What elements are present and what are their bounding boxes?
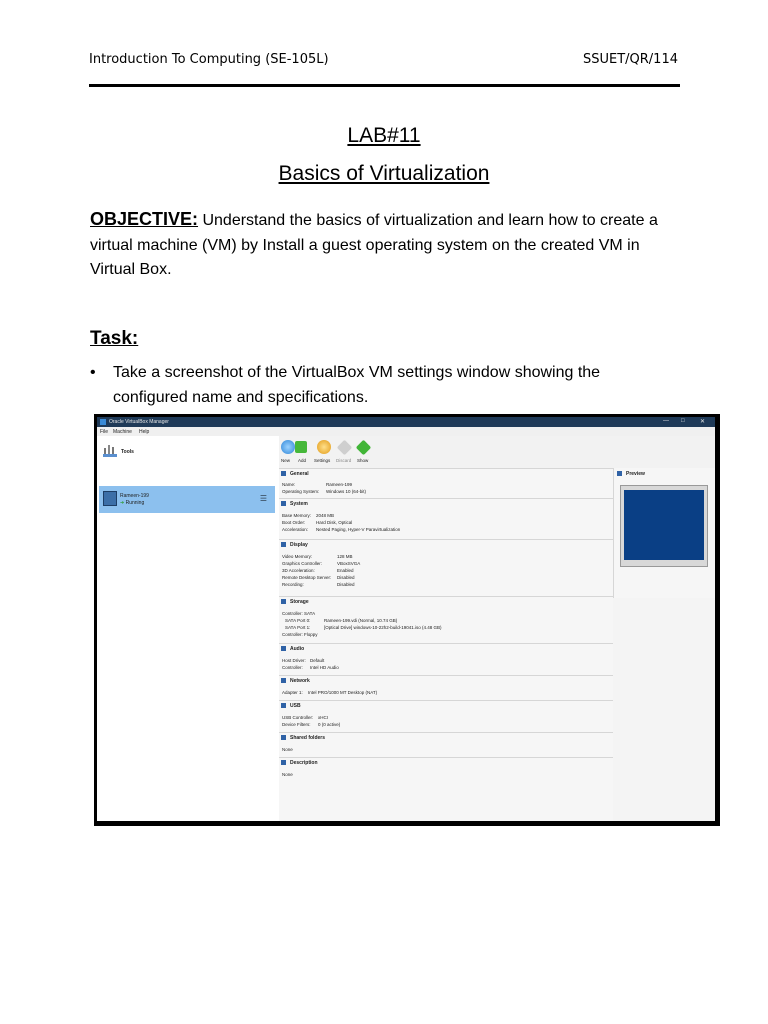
main-toolbar — [279, 436, 715, 468]
audio-row: Controller: Intel HD Audio — [282, 665, 339, 670]
vm-details-pane — [279, 468, 613, 821]
course-title: Introduction To Computing (SE-105L) — [89, 52, 329, 67]
system-icon — [281, 501, 286, 506]
description-row: None — [282, 772, 293, 777]
new-button-label[interactable]: New — [281, 458, 291, 463]
discard-button-label[interactable]: Discard — [336, 458, 352, 463]
task-bullet — [90, 361, 665, 410]
description-heading: Description — [281, 760, 318, 766]
display-heading: Display — [281, 542, 308, 548]
menu-help[interactable]: Help — [139, 429, 150, 435]
add-icon[interactable] — [295, 441, 307, 453]
window-title: Oracle VirtualBox Manager — [109, 419, 169, 425]
lab-number: LAB#11 — [347, 124, 421, 147]
new-icon[interactable] — [281, 440, 295, 454]
audio-section — [279, 643, 613, 676]
general-heading: General — [281, 471, 309, 477]
task-heading: Task: — [90, 328, 139, 349]
objective-text: Understand the basics of virtualization and learn how to create a virtual machine (VM) by Install a guest operating system on the created VM in Virtual Box. — [90, 212, 658, 278]
header-divider — [89, 84, 680, 87]
virtualbox-window — [97, 417, 715, 821]
display-row: Remote Desktop Server: Disabled — [282, 575, 355, 580]
storage-icon — [281, 599, 286, 604]
settings-button-label[interactable]: Settings — [314, 458, 331, 463]
general-icon — [281, 471, 286, 476]
window-titlebar — [97, 417, 715, 427]
system-row: Base Memory: 2048 MB — [282, 513, 335, 518]
system-heading: System — [281, 501, 308, 507]
network-row: Adapter 1: Intel PRO/1000 MT Desktop (NAT) — [282, 690, 378, 695]
usb-section — [279, 700, 613, 733]
preview-heading: Preview — [617, 471, 645, 477]
discard-icon[interactable] — [337, 440, 353, 456]
storage-row: Controller: Floppy — [282, 632, 318, 637]
vm-state-label: Running — [125, 500, 145, 506]
usb-icon — [281, 703, 286, 708]
folder-icon — [281, 735, 286, 740]
shared-folders-section — [279, 732, 613, 758]
add-button-label[interactable]: Add — [298, 458, 307, 463]
general-row: Operating System: Windows 10 (64-bit) — [282, 489, 367, 494]
preview-screen[interactable] — [620, 485, 708, 567]
show-button-label[interactable]: Show — [357, 458, 369, 463]
settings-gear-icon[interactable] — [317, 440, 331, 454]
display-row: Graphics Controller: VBoxSVGA — [282, 561, 361, 566]
preview-icon — [617, 471, 622, 476]
display-row: Video Memory: 128 MB — [282, 554, 353, 559]
description-icon — [281, 760, 286, 765]
task-bullet-text: Take a screenshot of the VirtualBox VM settings window showing the configured name and specifications. — [113, 364, 601, 406]
system-section — [279, 498, 613, 540]
tools-icon[interactable] — [103, 443, 117, 457]
system-row: Boot Order: Hard Disk, Optical — [282, 520, 353, 525]
usb-heading: USB — [281, 703, 301, 709]
vm-name: Rameen-199 — [120, 493, 149, 499]
menu-machine[interactable]: Machine — [113, 429, 132, 435]
lab-title: Basics of Virtualization — [278, 162, 490, 185]
usb-row: USB Controller: xHCI — [282, 715, 328, 720]
objective-paragraph — [90, 207, 665, 283]
audio-row: Host Driver: Default — [282, 658, 325, 663]
running-arrow-icon: ➜ — [120, 500, 125, 506]
storage-row: SATA Port 0: Rameen-199.vdi (Normal, 10.74 GB) — [285, 618, 398, 623]
system-row: Acceleration: Nested Paging, Hyper-V Paravirtualization — [282, 527, 401, 532]
vm-menu-icon[interactable]: ☰ — [259, 494, 267, 503]
close-button[interactable]: ✕ — [700, 419, 706, 425]
usb-row: Device Filters: 0 (0 active) — [282, 722, 341, 727]
display-icon — [281, 542, 286, 547]
objective-label: OBJECTIVE: — [90, 209, 199, 229]
tools-label[interactable]: Tools — [121, 449, 134, 455]
display-row: Recording: Disabled — [282, 582, 355, 587]
network-heading: Network — [281, 678, 310, 684]
show-arrow-icon[interactable] — [356, 440, 372, 456]
storage-heading: Storage — [281, 599, 309, 605]
bullet-icon: • — [90, 364, 96, 381]
minimize-button[interactable]: — — [663, 418, 669, 424]
display-section — [279, 539, 613, 597]
general-row: Name: Rameen-199 — [282, 482, 353, 487]
menu-bar — [97, 427, 715, 436]
vm-state — [120, 500, 144, 506]
machine-list-pane — [97, 436, 280, 821]
virtualbox-screenshot — [94, 414, 720, 826]
general-section — [279, 468, 613, 499]
virtualbox-logo-icon — [100, 419, 106, 425]
menu-file[interactable]: File — [100, 429, 109, 435]
shared-folders-heading: Shared folders — [281, 735, 325, 741]
audio-icon — [281, 646, 286, 651]
vm-list-item[interactable] — [99, 486, 275, 513]
description-section — [279, 757, 613, 821]
preview-pane — [613, 468, 715, 598]
network-icon — [281, 678, 286, 683]
audio-heading: Audio — [281, 646, 304, 652]
storage-row: SATA Port 1: [Optical Drive] windows-10-22h2-build-19041.iso (4.48 GB) — [285, 625, 442, 630]
display-row: 3D Acceleration: Enabled — [282, 568, 354, 573]
storage-row: Controller: SATA — [282, 611, 316, 616]
preview-guest-display — [624, 490, 704, 560]
network-section — [279, 675, 613, 701]
vm-os-icon — [103, 491, 117, 506]
shared-folders-row: None — [282, 747, 293, 752]
storage-section — [279, 596, 613, 644]
document-code: SSUET/QR/114 — [582, 52, 678, 67]
maximize-button[interactable]: □ — [681, 418, 685, 424]
